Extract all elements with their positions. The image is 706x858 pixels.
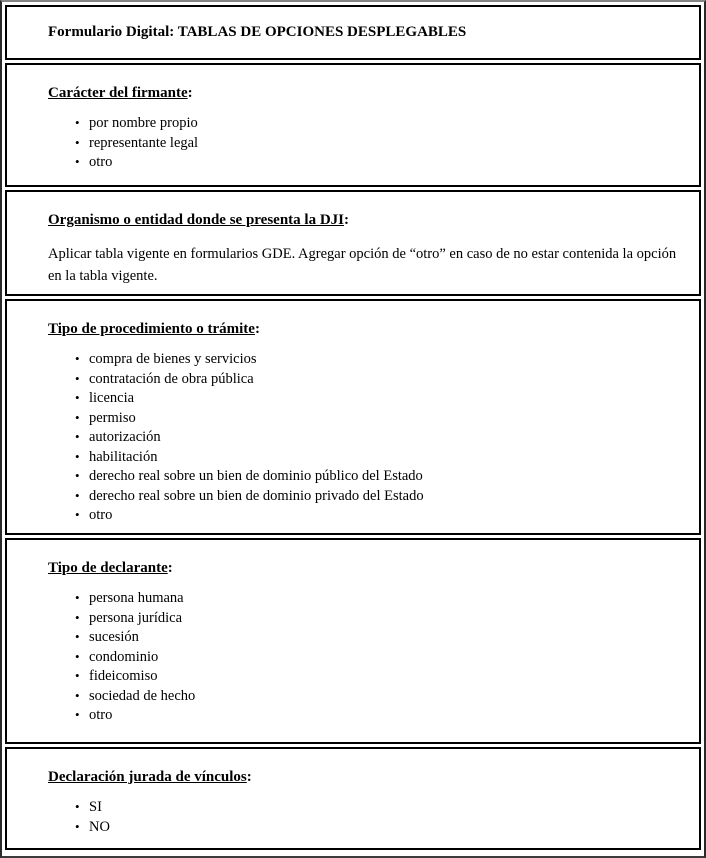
section-declaracion-vinculos [5,747,701,850]
option-item: • otro [75,706,691,726]
section-heading-colon: : [254,321,260,337]
section-heading-text: Tipo de procedimiento o trámite [48,321,255,337]
option-item: • permiso [75,409,691,429]
option-item: • sucesión [75,628,691,648]
option-list [48,589,691,726]
option-list [48,350,691,526]
option-item: • SI [75,798,691,818]
option-item: • representante legal [75,134,691,154]
section-tipo-declarante [5,538,701,744]
option-item: • NO [75,818,691,838]
option-item: • otro [75,506,691,526]
section-heading-text: Tipo de declarante [48,560,168,576]
option-list [48,114,691,173]
option-item: • persona jurídica [75,609,691,629]
option-item: • derecho real sobre un bien de dominio privado del Estado [75,487,691,507]
section-heading-colon: : [187,85,193,101]
option-item: • condominio [75,648,691,668]
section-organismo-entidad [5,190,701,296]
option-item: • licencia [75,389,691,409]
option-item: • contratación de obra pública [75,370,691,390]
option-item: • autorización [75,428,691,448]
section-paragraph: Aplicar tabla vigente en formularios GDE. Agregar opción de “otro” en caso de no estar contenida la opción en la tabla vigente. [48,246,677,284]
section-heading-text: Organismo o entidad donde se presenta la DJI [48,212,345,228]
document-header-row [5,5,701,60]
section-heading [48,320,691,338]
option-item: • otro [75,153,691,173]
option-item: • habilitación [75,448,691,468]
section-heading [48,768,691,786]
option-item: • sociedad de hecho [75,687,691,707]
option-item: • derecho real sobre un bien de dominio público del Estado [75,467,691,487]
section-caracter-del-firmante [5,63,701,187]
section-heading [48,211,691,229]
document-title: Formulario Digital: TABLAS DE OPCIONES DESPLEGABLES [48,24,467,40]
section-heading-colon: : [344,212,350,228]
option-item: • fideicomiso [75,667,691,687]
section-heading-colon: : [167,560,173,576]
option-item: • por nombre propio [75,114,691,134]
section-heading-text: Carácter del firmante [48,85,188,101]
option-list [48,798,691,837]
section-tipo-procedimiento [5,299,701,535]
option-item: • compra de bienes y servicios [75,350,691,370]
section-heading-text: Declaración jurada de vínculos [48,769,247,785]
section-heading-colon: : [246,769,252,785]
section-heading [48,84,691,102]
section-heading [48,559,691,577]
option-item: • persona humana [75,589,691,609]
